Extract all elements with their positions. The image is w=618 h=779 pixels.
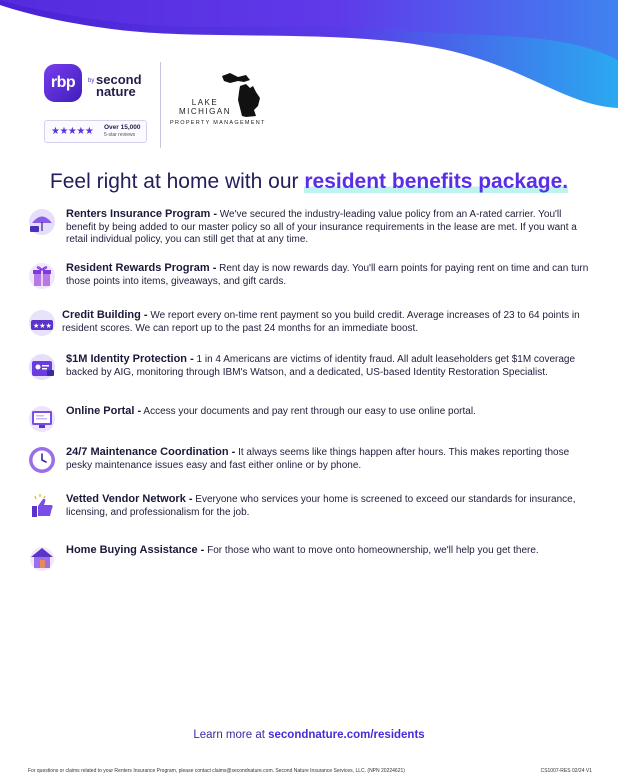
- benefit-title: 24/7 Maintenance Coordination -: [66, 446, 236, 458]
- benefit-text: We've secured the industry-leading value policy from an A-rated carrier. You'll benefit by being added to our master policy so all of your insurance requirements in the lease are met. If you want a retail individual policy, you can still get that at any time.: [66, 209, 577, 245]
- benefit-title: Resident Rewards Program -: [66, 262, 217, 274]
- benefit-title: Vetted Vendor Network -: [66, 493, 193, 505]
- credit-stars-icon: [28, 309, 56, 337]
- benefit-text: We report every on-time rent payment so you build credit. Average increases of 23 to 64 points in resident scores. We can report up to the past 24 months for an immediate boost.: [62, 310, 580, 334]
- svg-text:★★★: ★★★: [33, 322, 52, 330]
- benefit-text: Everyone who services your home is screened to exceed our standards for insurance, licensing, and professionalism for the job.: [66, 494, 576, 518]
- learn-more-prefix: Learn more at: [193, 729, 269, 741]
- page-title: [0, 170, 618, 194]
- benefit-text: 1 in 4 Americans are victims of identity fraud. All adult leaseholders get $1M coverage backed by AIG, monitoring through IBM's Watson, and a dedicated, US-based Identity Restoration Specialist.: [66, 354, 576, 378]
- benefit-text: Rent day is now rewards day. You'll earn points for paying rent on time and can turn those points into items, giveaways, and gift cards.: [66, 263, 589, 287]
- partner-subtitle: PROPERTY MANAGEMENT: [170, 120, 266, 126]
- learn-more-link[interactable]: secondnature.com/residents: [268, 729, 425, 741]
- partner-name: LAKE MICHIGAN: [179, 98, 231, 116]
- second-nature-logo: [44, 64, 156, 144]
- document-code: CS1007-RES 02/24 V1: [540, 768, 592, 774]
- by-label: by: [88, 78, 95, 84]
- benefit-title: Renters Insurance Program -: [66, 208, 217, 220]
- benefit-text: For those who want to move onto homeownership, we'll help you get there.: [204, 545, 539, 556]
- logo-divider: [160, 62, 161, 148]
- rbp-logo: rbp: [44, 64, 82, 102]
- clock-icon: [28, 446, 56, 474]
- five-stars-icon: ★★★★★: [51, 126, 94, 137]
- title-prefix: Feel right at home with our: [49, 170, 305, 193]
- benefit-title: Home Buying Assistance -: [66, 544, 205, 556]
- benefit-title: $1M Identity Protection -: [66, 353, 194, 365]
- thumbs-up-icon: [28, 493, 56, 521]
- review-badge: [44, 120, 147, 143]
- footer-disclaimer: For questions or claims related to your Renters Insurance Program, please contact claims@secondnature.com. Second Nature Insurance Services, LLC. (NPN 20224621): [28, 768, 405, 774]
- title-highlight: resident benefits package.: [304, 170, 569, 193]
- house-icon: [28, 544, 56, 572]
- umbrella-icon: [28, 208, 56, 236]
- benefit-title: Credit Building -: [62, 309, 148, 321]
- benefit-title: Online Portal -: [66, 405, 142, 417]
- lake-michigan-logo: [170, 72, 270, 132]
- gift-icon: [28, 262, 56, 290]
- monitor-icon: [28, 405, 56, 433]
- review-count: Over 15,000: [104, 124, 141, 131]
- benefit-text: Access your documents and pay rent through our easy to use online portal.: [141, 406, 476, 417]
- benefit-text: It always seems like things happen after hours. This makes reporting those pesky maintenance issues easy and fast either online or by phone.: [66, 447, 570, 471]
- id-lock-icon: [28, 353, 56, 381]
- second-nature-wordmark: second nature: [96, 72, 142, 99]
- review-label: 5-star reviews: [104, 132, 136, 138]
- learn-more: [0, 729, 618, 741]
